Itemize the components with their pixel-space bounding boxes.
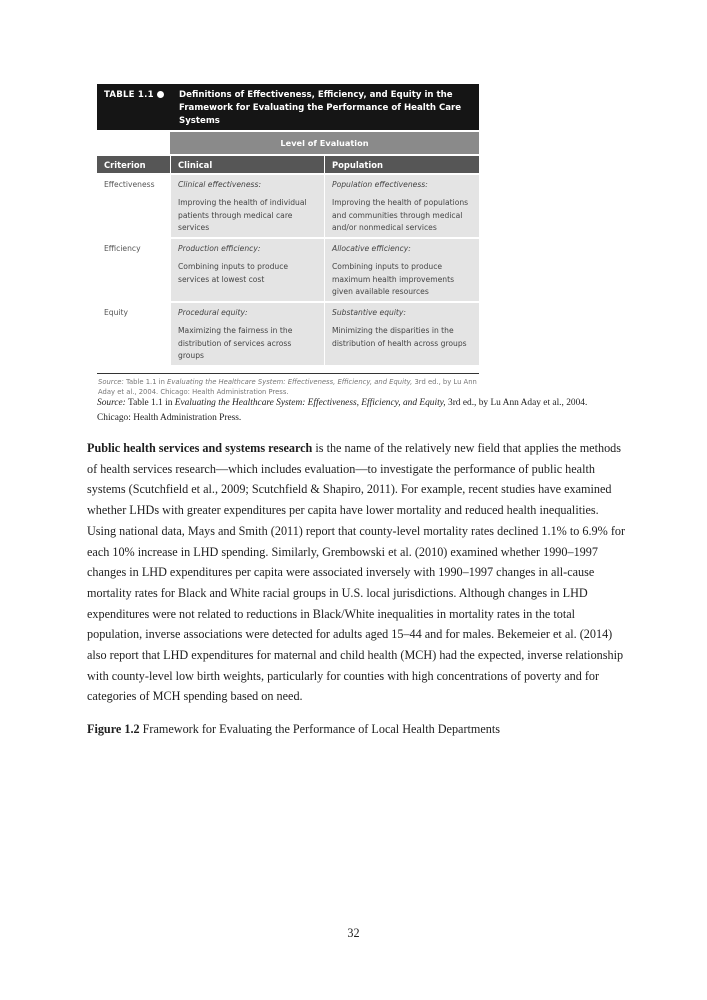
column-header-population: Population xyxy=(324,156,479,173)
population-text: Improving the health of populations and communities through medical and/or nonmedical services xyxy=(332,198,469,233)
page-number: 32 xyxy=(347,926,360,940)
paragraph-bold-lead: Public health services and systems research xyxy=(87,441,313,455)
clinical-text: Combining inputs to produce services at lowest cost xyxy=(178,262,289,284)
level-header-row xyxy=(97,132,479,154)
table-row xyxy=(97,301,479,365)
clinical-cell xyxy=(170,175,324,237)
clinical-cell xyxy=(170,303,324,365)
paragraph-text: is the name of the relatively new field that applies the methods of health services research—which includes evaluation—to investigate the performance of public health systems (Scutchfield et al., 2009; Scutchfield & Shapiro, 2011). For example, recent studies have examined whether LHDs with greater expenditures per capita have lower mortality and reduced health inequalities. Using national data, Mays and Smith (2011) report that county-level mortality rates declined 1.1% to 6.9% for each 10% increase in LHD spending. Similarly, Grembowski et al. (2010) examined whether 1990–1997 changes in LHD expenditures per capita were associated inversely with 1990–1997 changes in all-cause mortality rates for Black and White racial groups in U.S. local jurisdictions. Although changes in LHD expenditures were not related to reductions in Black/White inequalities in mortality rates in the total population, inverse associations were detected for adults aged 15–44 and for males. Bekemeier et al. (2014) also report that LHD expenditures for maternal and child health (MCH) had the expected, inverse relationship with county-level low birth weights, particularly for counties with high concentrations of poverty and for categories of MCH spending based on need. xyxy=(87,441,626,704)
source-caption-title: Evaluating the Healthcare System: Effectiveness, Efficiency, and Equity, xyxy=(174,398,446,408)
criterion-cell: Effectiveness xyxy=(97,175,170,237)
population-subheading: Substantive equity: xyxy=(332,308,406,317)
table-label: TABLE 1.1 xyxy=(104,90,154,100)
population-subheading: Allocative efficiency: xyxy=(332,244,411,253)
column-header-row xyxy=(97,156,479,173)
column-header-criterion: Criterion xyxy=(104,159,146,170)
source-caption xyxy=(97,396,617,426)
population-subheading: Population effectiveness: xyxy=(332,180,428,189)
table-title: Definitions of Effectiveness, Efficiency, and Equity in the Framework for Evaluating the Performance of Health Care Systems xyxy=(179,90,462,126)
population-cell xyxy=(324,303,479,365)
table-source-title: Evaluating the Healthcare System: Effectiveness, Efficiency, and Equity, xyxy=(167,378,413,386)
level-of-evaluation-header: Level of Evaluation xyxy=(170,132,479,154)
population-text: Minimizing the disparities in the distribution of health across groups xyxy=(332,326,467,348)
body-paragraph xyxy=(87,438,627,707)
table-figure xyxy=(97,84,479,397)
source-caption-before: Table 1.1 in xyxy=(128,398,173,408)
clinical-subheading: Procedural equity: xyxy=(178,308,248,317)
clinical-text: Maximizing the fairness in the distribution of services across groups xyxy=(178,326,293,361)
figure-label: Figure 1.2 xyxy=(87,722,140,736)
table-source-note xyxy=(97,378,479,397)
clinical-cell xyxy=(170,239,324,301)
table-source-after: 3rd ed., by Lu Ann Aday et al., 2004. Chicago: Health Administration Press. xyxy=(98,378,477,396)
clinical-text: Improving the health of individual patients through medical care services xyxy=(178,198,307,233)
figure-caption-text: Framework for Evaluating the Performance of Local Health Departments xyxy=(139,722,501,736)
population-text: Combining inputs to produce maximum health improvements given available resources xyxy=(332,262,455,297)
table-header xyxy=(97,84,479,130)
table-source-before: Table 1.1 in xyxy=(125,378,165,386)
criterion-cell: Equity xyxy=(97,303,170,365)
column-header-clinical: Clinical xyxy=(170,156,324,173)
clinical-subheading: Clinical effectiveness: xyxy=(178,180,262,189)
table-bottom-rule xyxy=(97,373,479,374)
source-caption-prefix: Source: xyxy=(97,398,126,408)
population-cell xyxy=(324,239,479,301)
figure-caption xyxy=(87,719,627,739)
source-caption-after: 3rd ed., by Lu Ann Aday et al., 2004. Chicago: Health Administration Press. xyxy=(97,398,588,423)
population-cell xyxy=(324,175,479,237)
table-row xyxy=(97,173,479,237)
criterion-cell: Efficiency xyxy=(97,239,170,301)
table-row xyxy=(97,237,479,301)
table-source-prefix: Source: xyxy=(98,378,124,386)
bullet-icon xyxy=(157,91,164,98)
clinical-subheading: Production efficiency: xyxy=(178,244,261,253)
